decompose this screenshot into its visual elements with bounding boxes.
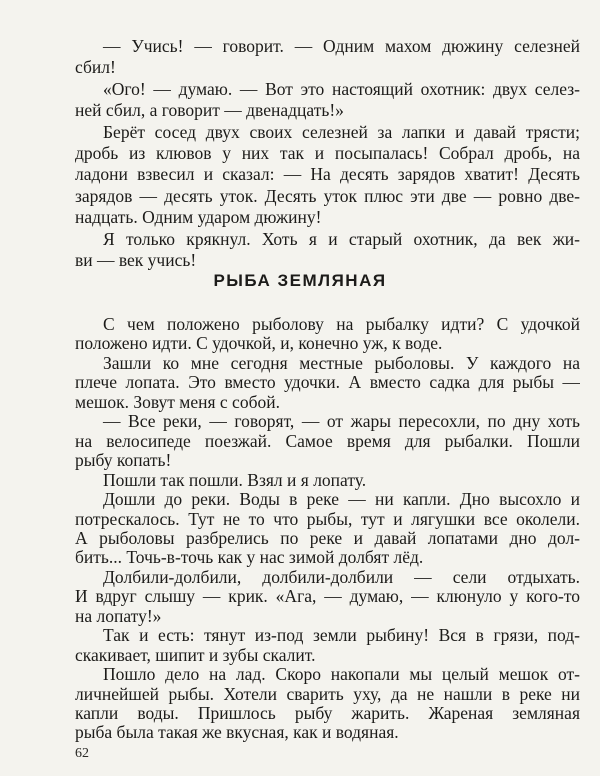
text-line: Так и есть: тянут из-под земли рыбину! Вся в грязи, под-	[103, 625, 580, 645]
text-line: А рыболовы разбрелись по реке и давай лопатами дно дол-	[75, 528, 580, 548]
text-line: — Все реки, — говорят, — от жары пересохли, по дну хоть	[103, 411, 580, 431]
text-line: потрескалось. Тут не то что рыбы, тут и лягушки все околели.	[75, 509, 580, 529]
text-line: Пошло дело на лад. Скоро накопали мы целый мешок от-	[103, 664, 580, 684]
text-line: капли воды. Пришлось рыбу жарить. Жареная земляная	[75, 703, 580, 723]
text-line: рыба была такая же вкусная, как и водяная.	[75, 722, 399, 742]
text-line: Зашли ко мне сегодня местные рыболовы. У каждого на	[103, 353, 580, 373]
text-line: — Учись! — говорит. — Одним махом дюжину селезней	[103, 36, 580, 56]
text-line: рыбу копать!	[75, 450, 172, 470]
text-line: Пошли так пошли. Взял и я лопату.	[103, 470, 367, 490]
text-line: мешок. Зовут меня с собой.	[75, 392, 280, 412]
text-line: зарядов — десять уток. Десять уток плюс эти две — ровно две-	[75, 186, 580, 206]
text-line: И вдруг слышу — крик. «Ага, — думаю, — клюнуло у кого-то	[75, 586, 580, 606]
text-line: ладони взвесил и сказал: — На десять зарядов хватит! Десять	[75, 164, 580, 184]
text-line: Берёт сосед двух своих селезней за лапки и давай трясти;	[103, 122, 580, 142]
text-line: ви — век учись!	[75, 250, 197, 270]
text-line: плече лопата. Это вместо удочки. А вместо садка для рыбы —	[75, 372, 580, 392]
text-line: личнейшей рыбы. Хотели сварить уху, да не нашли в реке ни	[75, 684, 580, 704]
text-line: бить... Точь-в-точь как у нас зимой долбят лёд.	[75, 547, 424, 567]
text-line: на велосипеде поезжай. Самое время для рыбалки. Пошли	[75, 431, 580, 451]
text-line: Я только крякнул. Хоть я и старый охотник, да век жи-	[103, 229, 580, 249]
text-line: «Ого! — думаю. — Вот это настоящий охотник: двух селез-	[103, 79, 580, 99]
text-line: сбил!	[75, 57, 116, 77]
page-number: 62	[75, 746, 89, 761]
text-line: Долбили-долбили, долбили-долбили — сели отдыхать.	[103, 567, 580, 587]
text-line: дробь из клювов у них так и посыпалась! Собрал дробь, на	[75, 143, 580, 163]
chapter-heading: РЫБА ЗЕМЛЯНАЯ	[213, 271, 387, 290]
text-line: положено идти. С удочкой, и, конечно уж, к воде.	[75, 333, 443, 353]
text-line: на лопату!»	[75, 606, 162, 626]
text-line: Дошли до реки. Воды в реке — ни капли. Дно высохло и	[103, 489, 580, 509]
text-line: скакивает, шипит и зубы скалит.	[75, 645, 316, 665]
text-line: надцать. Одним ударом дюжину!	[75, 207, 322, 227]
text-line: С чем положено рыболову на рыбалку идти? С удочкой	[103, 314, 580, 334]
text-line: ней сбил, а говорит — двенадцать!»	[75, 100, 344, 120]
